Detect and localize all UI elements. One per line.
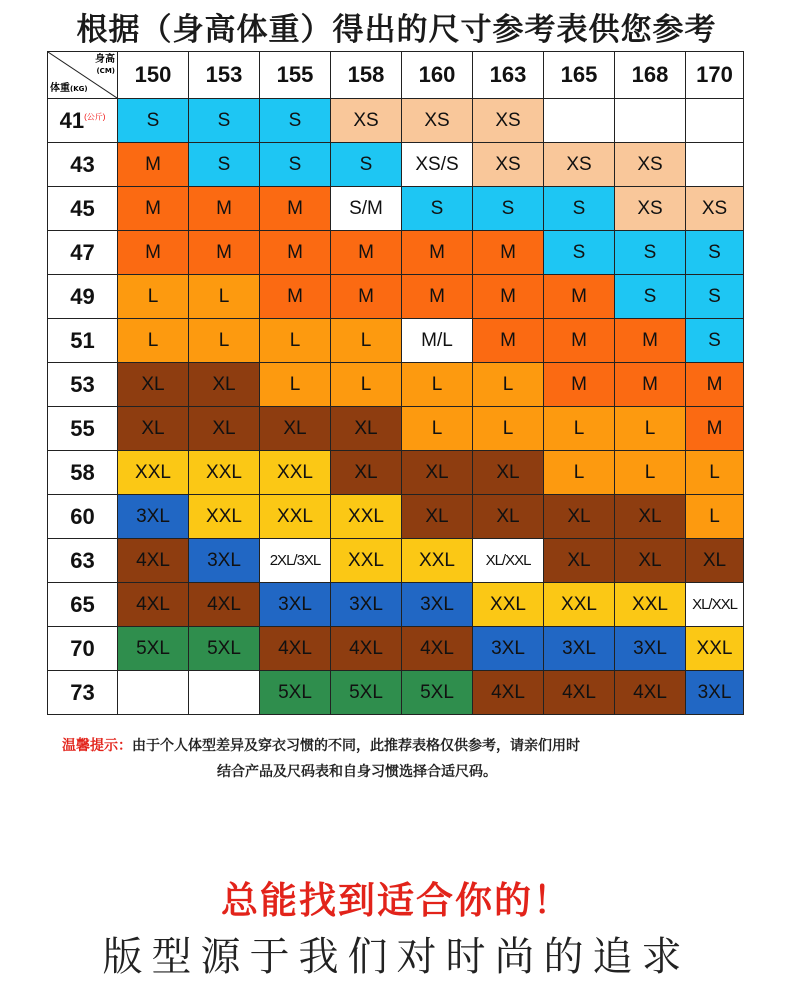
size-cell: M <box>189 187 260 231</box>
size-cell: 3XL <box>544 627 615 671</box>
size-cell: M <box>118 143 189 187</box>
size-cell: 4XL <box>473 671 544 715</box>
size-reference-table <box>47 51 744 715</box>
size-cell: XXL <box>260 451 331 495</box>
size-cell: S <box>686 231 744 275</box>
table-row <box>48 99 744 143</box>
size-cell: M <box>615 319 686 363</box>
size-cell: 4XL <box>544 671 615 715</box>
size-cell: S <box>615 231 686 275</box>
size-cell: XS <box>686 187 744 231</box>
size-cell: XXL <box>686 627 744 671</box>
size-cell: L <box>544 451 615 495</box>
size-cell: L <box>402 363 473 407</box>
size-cell: XL <box>189 363 260 407</box>
size-cell: 3XL <box>118 495 189 539</box>
weight-axis-label <box>50 83 88 95</box>
size-cell: L <box>189 319 260 363</box>
height-header-160: 160 <box>402 52 473 99</box>
size-cell: L <box>118 319 189 363</box>
height-header-155: 155 <box>260 52 331 99</box>
size-cell: M <box>331 231 402 275</box>
table-row <box>48 143 744 187</box>
size-cell: 3XL <box>615 627 686 671</box>
weight-unit-text: (KG) <box>70 85 88 93</box>
height-header-165: 165 <box>544 52 615 99</box>
weight-header-65 <box>48 583 118 627</box>
weight-header-63 <box>48 539 118 583</box>
weight-header-51 <box>48 319 118 363</box>
size-cell: L <box>331 319 402 363</box>
size-cell: 2XL/3XL <box>260 539 331 583</box>
size-cell: M <box>260 275 331 319</box>
weight-value: 53 <box>70 371 95 397</box>
height-header-150: 150 <box>118 52 189 99</box>
size-cell: 3XL <box>189 539 260 583</box>
chart-title: 根据（身高体重）得出的尺寸参考表供您参考 <box>76 12 717 48</box>
weight-value: 65 <box>70 591 95 617</box>
size-cell: XL <box>544 495 615 539</box>
size-cell: XXL <box>402 539 473 583</box>
size-cell: M <box>544 275 615 319</box>
size-cell: 4XL <box>331 627 402 671</box>
tip-line-2: 结合产品及尺码表和自身习惯选择合适尺码。 <box>217 764 497 780</box>
size-cell: XXL <box>615 583 686 627</box>
size-cell: 5XL <box>118 627 189 671</box>
slogan: 总能找到适合你的！ <box>221 879 572 922</box>
size-cell: L <box>686 451 744 495</box>
weight-header-43 <box>48 143 118 187</box>
size-cell: L <box>402 407 473 451</box>
size-cell: XL <box>189 407 260 451</box>
table-body <box>48 52 744 715</box>
size-cell: S <box>260 99 331 143</box>
size-cell: L <box>189 275 260 319</box>
sub-slogan: 版型源于我们对时尚的追求 <box>102 934 691 980</box>
table-row <box>48 319 744 363</box>
size-cell: M <box>615 363 686 407</box>
size-cell: 4XL <box>118 539 189 583</box>
height-header-158: 158 <box>331 52 402 99</box>
size-cell: XL/XXL <box>473 539 544 583</box>
weight-header-41 <box>48 99 118 143</box>
size-cell: XL <box>473 451 544 495</box>
table-row <box>48 627 744 671</box>
size-cell: S <box>473 187 544 231</box>
height-header-163: 163 <box>473 52 544 99</box>
weight-value: 49 <box>70 283 95 309</box>
table-row <box>48 539 744 583</box>
weight-value: 43 <box>70 151 95 177</box>
size-cell: 5XL <box>331 671 402 715</box>
size-cell: 3XL <box>260 583 331 627</box>
size-cell: L <box>260 319 331 363</box>
size-cell <box>189 671 260 715</box>
size-cell: XXL <box>331 539 402 583</box>
height-header-170: 170 <box>686 52 744 99</box>
size-cell: 5XL <box>189 627 260 671</box>
table-row <box>48 275 744 319</box>
size-cell: L <box>686 495 744 539</box>
warm-tip-note <box>62 733 762 785</box>
size-cell: L <box>544 407 615 451</box>
height-label-text: 身高 <box>95 54 115 65</box>
size-cell <box>118 671 189 715</box>
size-cell: 4XL <box>260 627 331 671</box>
size-cell: XL/XXL <box>686 583 744 627</box>
size-cell: M <box>331 275 402 319</box>
table-row <box>48 671 744 715</box>
weight-value: 47 <box>70 239 95 265</box>
size-cell: L <box>473 407 544 451</box>
weight-header-45 <box>48 187 118 231</box>
weight-header-73 <box>48 671 118 715</box>
weight-header-49 <box>48 275 118 319</box>
table-row <box>48 363 744 407</box>
weight-value: 73 <box>70 679 95 705</box>
tip-label: 温馨提示： <box>62 738 132 754</box>
size-cell: XL <box>402 451 473 495</box>
size-cell: XXL <box>473 583 544 627</box>
size-cell: S <box>402 187 473 231</box>
size-cell: XL <box>118 363 189 407</box>
size-cell: M <box>544 363 615 407</box>
size-cell: XL <box>331 407 402 451</box>
size-cell: M <box>402 231 473 275</box>
weight-value: 45 <box>70 195 95 221</box>
height-header-168: 168 <box>615 52 686 99</box>
size-cell: 3XL <box>331 583 402 627</box>
size-cell: S <box>260 143 331 187</box>
weight-value: 70 <box>70 635 95 661</box>
size-cell: S <box>544 187 615 231</box>
height-header-row <box>48 52 744 99</box>
height-header-153: 153 <box>189 52 260 99</box>
table-row <box>48 451 744 495</box>
size-cell: L <box>615 451 686 495</box>
size-cell: M <box>544 319 615 363</box>
size-cell: 3XL <box>686 671 744 715</box>
size-cell: XL <box>686 539 744 583</box>
size-cell: XL <box>544 539 615 583</box>
size-cell: M <box>189 231 260 275</box>
size-cell <box>686 99 744 143</box>
size-cell: S <box>118 99 189 143</box>
weight-label-text: 体重 <box>50 83 70 94</box>
size-cell: XS <box>473 99 544 143</box>
size-cell: M <box>686 363 744 407</box>
size-cell: XS <box>615 143 686 187</box>
size-cell: S <box>686 275 744 319</box>
size-cell: XL <box>615 495 686 539</box>
size-cell: 4XL <box>402 627 473 671</box>
size-cell: XL <box>118 407 189 451</box>
table-row <box>48 187 744 231</box>
size-cell: XL <box>402 495 473 539</box>
size-cell: 3XL <box>473 627 544 671</box>
size-cell: XXL <box>544 583 615 627</box>
size-cell: XL <box>260 407 331 451</box>
table-row <box>48 495 744 539</box>
size-cell <box>686 143 744 187</box>
size-cell: 4XL <box>189 583 260 627</box>
size-cell: S <box>615 275 686 319</box>
weight-value: 41 <box>59 107 85 133</box>
size-cell: XL <box>615 539 686 583</box>
size-cell: XXL <box>189 495 260 539</box>
weight-header-70 <box>48 627 118 671</box>
size-cell: S/M <box>331 187 402 231</box>
size-cell: 4XL <box>615 671 686 715</box>
size-cell: 5XL <box>260 671 331 715</box>
size-cell: S <box>331 143 402 187</box>
size-cell <box>544 99 615 143</box>
tip-line-1: 由于个人体型差异及穿衣习惯的不同，此推荐表格仅供参考，请亲们用时 <box>132 738 580 754</box>
table-row <box>48 583 744 627</box>
size-cell: XS/S <box>402 143 473 187</box>
height-axis-label <box>95 54 115 77</box>
size-cell: M <box>473 275 544 319</box>
size-cell: 3XL <box>402 583 473 627</box>
size-cell: S <box>189 99 260 143</box>
weight-value: 55 <box>70 415 95 441</box>
size-cell: L <box>118 275 189 319</box>
size-cell: 4XL <box>118 583 189 627</box>
weight-header-53 <box>48 363 118 407</box>
height-unit-text: (CM) <box>96 67 115 75</box>
weight-value: 63 <box>70 547 95 573</box>
size-cell: M <box>118 231 189 275</box>
size-cell: M/L <box>402 319 473 363</box>
size-cell: S <box>686 319 744 363</box>
size-cell: L <box>473 363 544 407</box>
size-cell: XXL <box>118 451 189 495</box>
weight-header-60 <box>48 495 118 539</box>
size-cell <box>615 99 686 143</box>
size-cell: XL <box>473 495 544 539</box>
table-row <box>48 407 744 451</box>
size-cell: XL <box>331 451 402 495</box>
weight-header-58 <box>48 451 118 495</box>
weight-value: 58 <box>70 459 95 485</box>
weight-value: 51 <box>70 327 95 353</box>
size-cell: M <box>473 231 544 275</box>
size-cell: M <box>260 187 331 231</box>
size-cell: XXL <box>331 495 402 539</box>
size-cell: XS <box>402 99 473 143</box>
size-cell: M <box>686 407 744 451</box>
weight-header-55 <box>48 407 118 451</box>
size-cell: L <box>615 407 686 451</box>
size-cell: M <box>473 319 544 363</box>
size-cell: XXL <box>189 451 260 495</box>
weight-unit-note: (公斤) <box>84 112 106 122</box>
weight-header-47 <box>48 231 118 275</box>
size-cell: M <box>402 275 473 319</box>
table-corner-cell <box>48 52 118 99</box>
size-cell: XS <box>331 99 402 143</box>
size-cell: 5XL <box>402 671 473 715</box>
size-cell: XS <box>473 143 544 187</box>
size-cell: XXL <box>260 495 331 539</box>
size-cell: XS <box>615 187 686 231</box>
size-cell: L <box>331 363 402 407</box>
size-cell: M <box>260 231 331 275</box>
size-cell: M <box>118 187 189 231</box>
table-row <box>48 231 744 275</box>
size-cell: S <box>189 143 260 187</box>
weight-value: 60 <box>70 503 95 529</box>
size-cell: XS <box>544 143 615 187</box>
size-cell: L <box>260 363 331 407</box>
size-cell: S <box>544 231 615 275</box>
